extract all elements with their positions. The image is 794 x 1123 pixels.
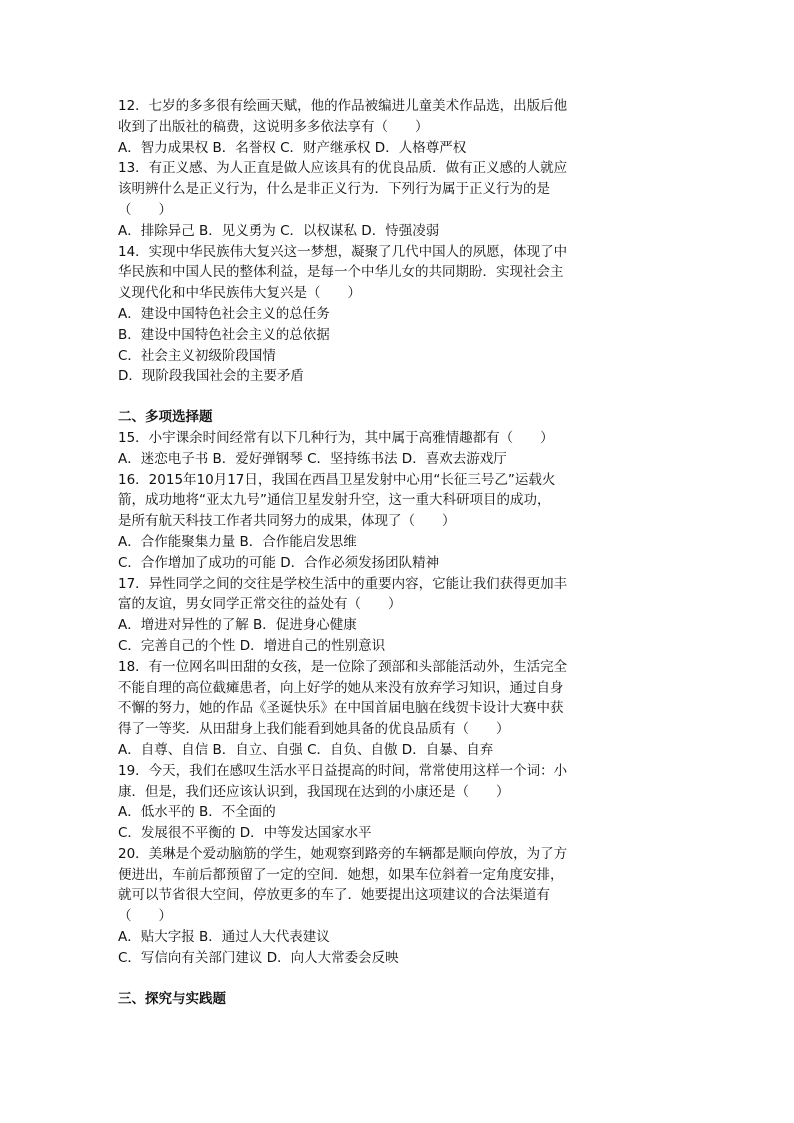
text-line: A．排除异己 B．见义勇为 C．以权谋私 D．恃强凌弱 xyxy=(118,222,440,239)
paragraph-spacer xyxy=(118,969,678,989)
text-line: 17．异性同学之间的交往是学校生活中的重要内容，它能让我们获得更加丰 xyxy=(118,575,568,592)
text-line: A．迷恋电子书 B．爱好弹钢琴 C．坚持练书法 D．喜欢去游戏厅 xyxy=(118,450,507,467)
text-line: C．完善自己的个性 D．增进自己的性别意识 xyxy=(118,637,386,654)
text-line: C．发展很不平衡的 D．中等发达国家水平 xyxy=(118,825,372,842)
text-line: （ ） xyxy=(118,201,172,218)
text-line: D．现阶段我国社会的主要矛盾 xyxy=(118,368,304,385)
text-line: 康．但是，我们还应该认识到，我国现在达到的小康还是（ ） xyxy=(118,783,510,800)
text-line: C．写信向有关部门建议 D．向人大常委会反映 xyxy=(118,949,399,966)
text-line: A．低水平的 B．不全面的 xyxy=(118,804,276,821)
text-line: A．建设中国特色社会主义的总任务 xyxy=(118,305,330,322)
text-line: 就可以节省很大空间，停放更多的车了．她要提出这项建议的合法渠道有 xyxy=(118,887,550,904)
text-line: 15．小宇课余时间经常有以下几种行为，其中属于高雅情趣都有（ ） xyxy=(118,429,554,446)
text-line: 13．有正义感、为人正直是做人应该具有的优良品质．做有正义感的人就应 xyxy=(118,160,568,177)
text-line: 20．美琳是个爱动脑筋的学生，她观察到路旁的车辆都是顺向停放，为了方 xyxy=(118,845,568,862)
text-line: A．合作能聚集力量 B．合作能启发思维 xyxy=(118,533,357,550)
text-line: 收到了出版社的稿费，这说明多多依法享有（ ） xyxy=(118,118,429,135)
text-line: 得了一等奖．从田甜身上我们能看到她具备的优良品质有（ ） xyxy=(118,721,510,738)
text-line: A．智力成果权 B．名誉权 C．财产继承权 D．人格尊严权 xyxy=(118,139,467,156)
section-heading: 二、多项选择题 xyxy=(118,409,213,426)
paragraph-spacer xyxy=(118,387,678,407)
text-line: A．自尊、自信 B．自立、自强 C．自负、自傲 D．自暴、自弃 xyxy=(118,741,494,758)
text-line: 该明辨什么是正义行为，什么是非正义行为．下列行为属于正义行为的是 xyxy=(118,181,550,198)
text-line: 富的友谊，男女同学正常交往的益处有（ ） xyxy=(118,596,402,613)
text-line: C．社会主义初级阶段国情 xyxy=(118,347,276,364)
text-line: （ ） xyxy=(118,908,172,925)
text-line: 是所有航天科技工作者共同努力的成果，体现了（ ） xyxy=(118,513,456,530)
text-line: 12．七岁的多多很有绘画天赋，他的作品被编进儿童美术作品选，出版后他 xyxy=(118,98,568,114)
text-line: C．合作增加了成功的可能 D．合作必须发扬团队精神 xyxy=(118,554,440,571)
text-line: A．贴大字报 B．通过人大代表建议 xyxy=(118,929,330,946)
text-line: A．增进对异性的了解 B．促进身心健康 xyxy=(118,617,357,634)
text-line: 便进出，车前后都预留了一定的空间．她想，如果车位斜着一定角度安排， xyxy=(118,866,564,883)
section-heading: 三、探究与实践题 xyxy=(118,990,226,1007)
text-line: 19．今天，我们在感叹生活水平日益提高的时间，常常使用这样一个词：小 xyxy=(118,762,568,779)
text-line: 14．实现中华民族伟大复兴这一梦想，凝聚了几代中国人的夙愿，体现了中 xyxy=(118,243,568,260)
text-line: 16．2015年10月17日，我国在西昌卫星发射中心用“长征三号乙”运载火 xyxy=(118,471,556,488)
text-line: 18．有一位网名叫田甜的女孩，是一位除了颈部和头部能活动外，生活完全 xyxy=(118,658,568,675)
text-line: 不能自理的高位截瘫患者，向上好学的她从来没有放弃学习知识，通过自身 xyxy=(118,679,564,696)
text-line: 华民族和中国人民的整体利益，是每一个中华儿女的共同期盼．实现社会主 xyxy=(118,264,564,281)
text-line: 义现代化和中华民族伟大复兴是（ ） xyxy=(118,285,361,302)
document-page xyxy=(118,96,678,1009)
text-line: 不懈的努力，她的作品《圣诞快乐》在中国首届电脑在线贺卡设计大赛中获 xyxy=(118,700,564,717)
text-line: B．建设中国特色社会主义的总依据 xyxy=(118,326,330,343)
text-line: 箭，成功地将“亚太九号”通信卫星发射升空，这一重大科研项目的成功， xyxy=(118,492,551,509)
